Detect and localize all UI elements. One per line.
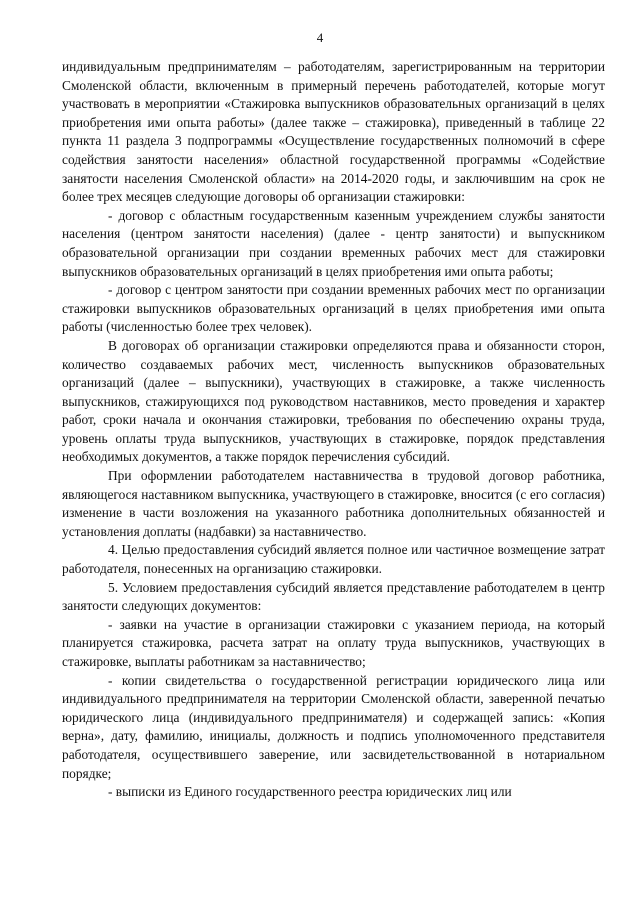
paragraph-contract-employment-center: - договор с областным государственным казенным учреждением службы занятости населения (центром занятости населения) (далее - центр занятости) и выпускником образовательной организации при создании временных рабочих мест для стажировки выпускников образовательных организаций в целях приобретения ими опыта работы; — [62, 207, 605, 279]
paragraph-intro-continuation: индивидуальным предпринимателям – работодателям, зарегистрированным на территории Смоленской области, включенным в примерный перечень работодателей, которые могут участвовать в мероприятии «Стажировка выпускников образовательных организаций в целях приобретения ими опыта работы» (далее также – стажировка), приведенный в таблице 22 пункта 11 раздела 3 подпрограммы «Осуществление государственных полномочий в сфере содействия занятости населения» областной государственной программы «Содействие занятости населения Смоленской области» на 2014-2020 годы, и заключившим на срок не более трех месяцев следующие договоры об организации стажировки: — [62, 59, 605, 205]
paragraph-mentorship: При оформлении работодателем наставничества в трудовой договор работника, являющегося наставником выпускника, участвующего в стажировке, вносится (с его согласия) изменение в части возложения на указанного работника дополнительных обязанностей и установления доплаты (надбавки) за наставничество. — [62, 468, 605, 539]
paragraph-registration-copy-list-item: - копии свидетельства о государственной регистрации юридического лица или индивидуального предпринимателя на территории Смоленской области, заверенной печатью юридического лица (индивидуального предпринимателя) и содержащей запись: «Копия верна», дату, фамилию, инициалы, должность и подпись уполномоченного представителя работодателя, осуществившего заверение, или засвидетельствованной в нотариальном порядке; — [62, 672, 605, 781]
document-body — [62, 58, 605, 802]
paragraph-application-list-item: - заявки на участие в организации стажировки с указанием периода, на который планируется стажировка, расчета затрат на оплату труда выпускников, участвующих в стажировке, выплаты работникам за наставничество; — [62, 616, 605, 669]
paragraph-contract-temporary-jobs: - договор с центром занятости при создании временных рабочих мест по организации стажировки выпускников образовательных организаций в целях приобретения ими опыта работы (численностью более трех человек). — [62, 282, 605, 335]
page-number: 4 — [316, 30, 324, 45]
paragraph-clause-4: 4. Целью предоставления субсидий является полное или частичное возмещение затрат работодателя, понесенных на организацию стажировки. — [62, 542, 605, 577]
paragraph-clause-5: 5. Условием предоставления субсидий является представление работодателем в центр занятости следующих документов: — [62, 579, 605, 614]
paragraph-register-extract-list-item: - выписки из Единого государственного реестра юридических лиц или — [108, 784, 512, 800]
paragraph-contract-terms: В договорах об организации стажировки определяются права и обязанности сторон, количество создаваемых рабочих мест, численность выпускников образовательных организаций (далее – выпускники), участвующих в стажировке, а также численность выпускников, стажирующихся под руководством наставников, место проведения и характер работ, сроки начала и окончания стажировки, требования по обеспечению охраны труда, уровень оплаты труда выпускников, участвующих в стажировке, порядок представления необходимых документов, а также порядок перечисления субсидий. — [62, 337, 605, 465]
